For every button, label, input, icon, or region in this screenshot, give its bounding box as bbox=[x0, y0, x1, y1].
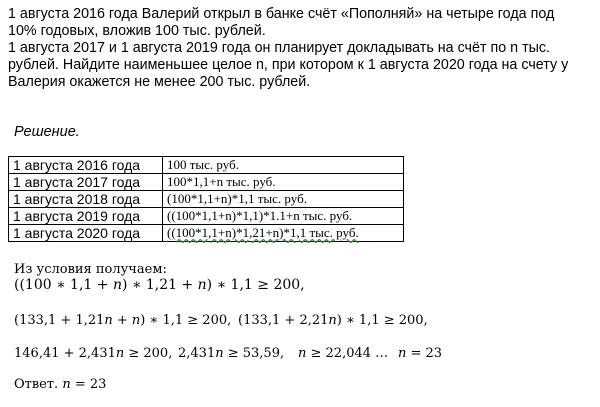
table-row bbox=[9, 208, 404, 225]
solution-heading: Решение. bbox=[14, 124, 80, 140]
equation-3b: 2,431𝑛 ≥ 53,59, bbox=[178, 346, 285, 361]
equation-2a: (133,1 + 1,21𝑛 + 𝑛) ∗ 1,1 ≥ 200, bbox=[14, 313, 232, 328]
equation-1: ((100 ∗ 1,1 + 𝑛) ∗ 1,21 + 𝑛) ∗ 1,1 ≥ 200, bbox=[14, 277, 305, 293]
table-cell-value: (100*1,1+n)*1,1 тыс. руб. bbox=[163, 191, 404, 208]
table-cell-date: 1 августа 2017 года bbox=[9, 174, 163, 191]
table-cell-date: 1 августа 2019 года bbox=[9, 208, 163, 225]
equation-3c: 𝑛 ≥ 22,044 … bbox=[298, 346, 389, 361]
problem-line: 10% годовых, вложив 100 тыс. рублей. bbox=[8, 23, 266, 39]
problem-line: 1 августа 2017 и 1 августа 2019 года он планирует докладывать на счёт по n тыс. bbox=[8, 40, 551, 56]
table-cell-date: 1 августа 2020 года bbox=[9, 225, 163, 242]
table-cell-value bbox=[163, 225, 404, 242]
problem-line: рублей. Найдите наименьшее целое n, при котором к 1 августа 2020 года на счету у bbox=[8, 57, 569, 73]
balance-table bbox=[8, 156, 404, 242]
equation-3d: 𝑛 = 23 bbox=[398, 346, 443, 361]
table-cell-value: 100 тыс. руб. bbox=[163, 157, 404, 174]
table-row bbox=[9, 174, 404, 191]
problem-statement bbox=[8, 6, 596, 91]
table-value-text: ((100*1,1+n)*1,21+n)*1,1 тыс. руб. bbox=[167, 225, 359, 240]
table-cell-date: 1 августа 2016 года bbox=[9, 157, 163, 174]
problem-line: 1 августа 2016 года Валерий открыл в банке счёт «Пополняй» на четыре года под bbox=[8, 6, 555, 22]
table-row bbox=[9, 225, 404, 242]
derivation-intro: Из условия получаем: bbox=[14, 262, 167, 277]
table-cell-date: 1 августа 2018 года bbox=[9, 191, 163, 208]
table-row bbox=[9, 157, 404, 174]
equation-3a: 146,41 + 2,431𝑛 ≥ 200, bbox=[14, 346, 173, 361]
table-cell-value: 100*1,1+n тыс. руб. bbox=[163, 174, 404, 191]
table-cell-value: ((100*1,1+n)*1,1)*1.1+n тыс. руб. bbox=[163, 208, 404, 225]
table-row bbox=[9, 191, 404, 208]
answer: Ответ. 𝑛 = 23 bbox=[14, 377, 107, 392]
equation-2b: (133,1 + 2,21𝑛) ∗ 1,1 ≥ 200, bbox=[238, 313, 428, 328]
problem-line: Валерия окажется не менее 200 тыс. рублей. bbox=[8, 74, 311, 90]
